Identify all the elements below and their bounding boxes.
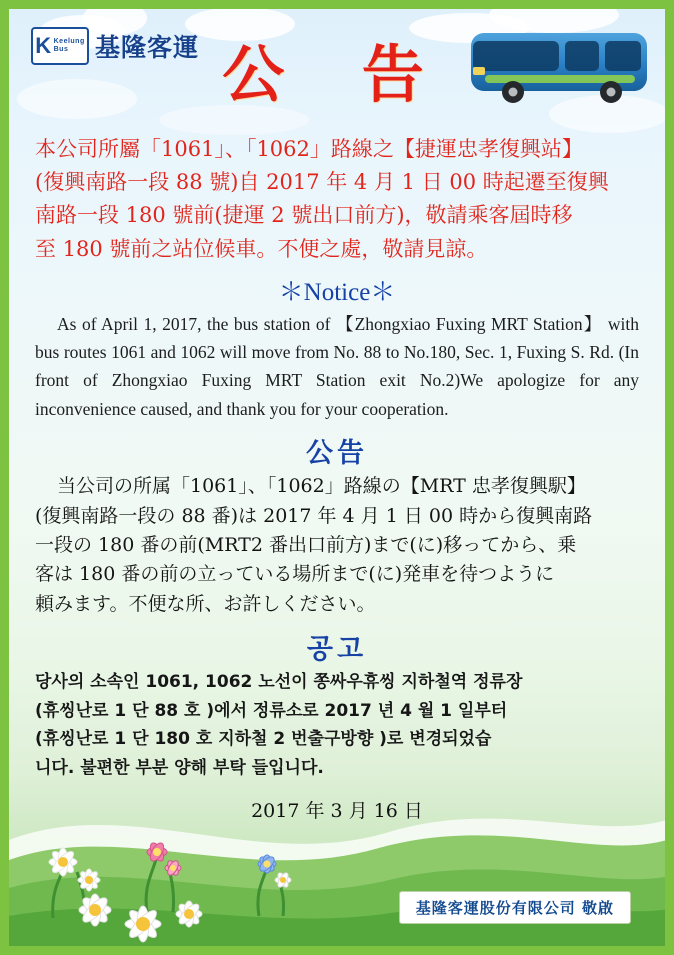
publication-date: 2017 年 3 月 16 日: [251, 800, 423, 823]
korean-notice-line: (휴씽난로 1 단 88 호 )에서 정류소로 2017 년 4 월 1 일부터: [35, 700, 508, 721]
chinese-notice-line: 本公司所屬「1061」、「1062」路線之【捷運忠孝復興站】: [35, 137, 583, 161]
chinese-notice: [35, 133, 639, 266]
japanese-heading: 公告: [306, 438, 368, 470]
japanese-notice-line: (復興南路一段の 88 番)は 2017 年 4 月 1 日 00 時から復興南路: [35, 504, 593, 527]
japanese-notice-line: 客は 180 番の前の立っている場所まで(に)発車を待つように: [35, 563, 555, 586]
english-notice: [35, 310, 639, 423]
japanese-notice-line: 一段の 180 番の前(MRT2 番出口前方)まで(に)移ってから、乗: [35, 533, 577, 556]
japanese-notice-line: 当公司の所属「1061」、「1062」路線の【MRT 忠孝復興駅】: [57, 475, 586, 498]
logo-subtext: [54, 38, 85, 54]
logo-letter-k: K: [35, 33, 52, 58]
japanese-notice-line: 頼みます。不便な所、お許しください。: [35, 592, 376, 615]
logo-subtext-line1: Keelung: [53, 38, 85, 45]
poster-header: [9, 9, 665, 131]
english-notice-text: As of April 1, 2017, the bus station of 【Zhongxiao Fuxing MRT Station】 with bus routes 1061 and 1062 will move from No. 88 to No.180, Sec. 1, Fuxing S. Rd. (In front of Zhongxiao Fuxing MRT Station exit No.2)We apologize for any inconvenience caused, and thank you for your cooperation.: [35, 313, 639, 419]
korean-notice-line: 니다. 불편한 부분 양해 부탁 들입니다.: [35, 757, 324, 778]
page-title: 公 告: [222, 38, 452, 111]
keelung-bus-logo-icon: [31, 27, 89, 65]
poster-content: [9, 133, 665, 823]
bus-photo-icon: [465, 23, 655, 109]
korean-notice-line: 당사의 소속인 1061, 1062 노선이 쫑싸우휴씽 지하철역 정류장: [35, 672, 523, 693]
korean-notice-line: (휴씽난로 1 단 180 호 지하철 2 번출구방향 )로 변경되었습: [35, 729, 492, 750]
korean-heading: 공고: [306, 634, 368, 666]
logo-subtext-line2: Bus: [53, 46, 69, 53]
japanese-notice: [35, 472, 639, 619]
company-signature: 基隆客運股份有限公司 敬啟: [399, 891, 631, 924]
company-name: 基隆客運: [95, 35, 200, 62]
blue-flower-icon: [225, 830, 311, 916]
chinese-notice-line: 南路一段 180 號前(捷運 2 號出口前方)，敬請乘客屆時移: [35, 203, 573, 228]
daisy-cluster-icon: [69, 876, 219, 946]
chinese-notice-line: (復興南路一段 88 號)自 2017 年 4 月 1 日 00 時起遷至復興: [35, 170, 609, 195]
korean-notice: [35, 668, 639, 782]
notice-heading: ＊Notice＊: [278, 278, 396, 306]
chinese-notice-line: 至 180 號前之站位候車。不便之處，敬請見諒。: [35, 236, 488, 261]
company-logo: [31, 27, 199, 65]
